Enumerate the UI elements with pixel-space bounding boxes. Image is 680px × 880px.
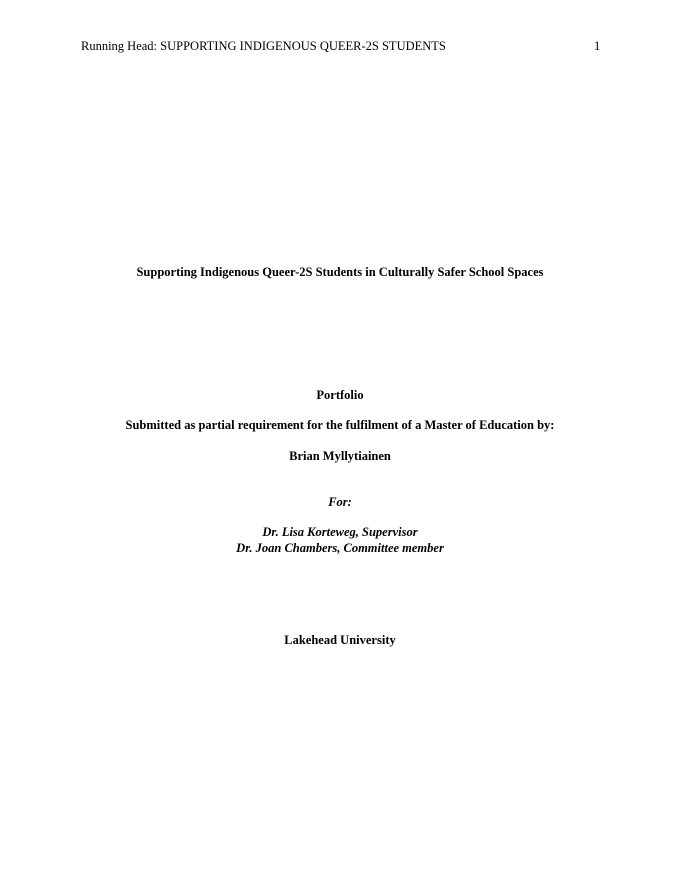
submission-statement: Submitted as partial requirement for the fulfilment of a Master of Education by: [125, 418, 555, 432]
document-title: Supporting Indigenous Queer-2S Students in Culturally Safer School Spaces [136, 265, 544, 279]
committee-member: Dr. Joan Chambers, Committee member [236, 541, 444, 555]
page-number: 1 [594, 39, 601, 53]
document-type: Portfolio [316, 388, 364, 402]
running-head: Running Head: SUPPORTING INDIGENOUS QUEER-2S STUDENTS [81, 39, 446, 53]
author-name: Brian Myllytiainen [289, 449, 391, 463]
supervisor: Dr. Lisa Korteweg, Supervisor [262, 525, 418, 539]
institution: Lakehead University [284, 633, 396, 647]
for-label: For: [328, 495, 352, 509]
